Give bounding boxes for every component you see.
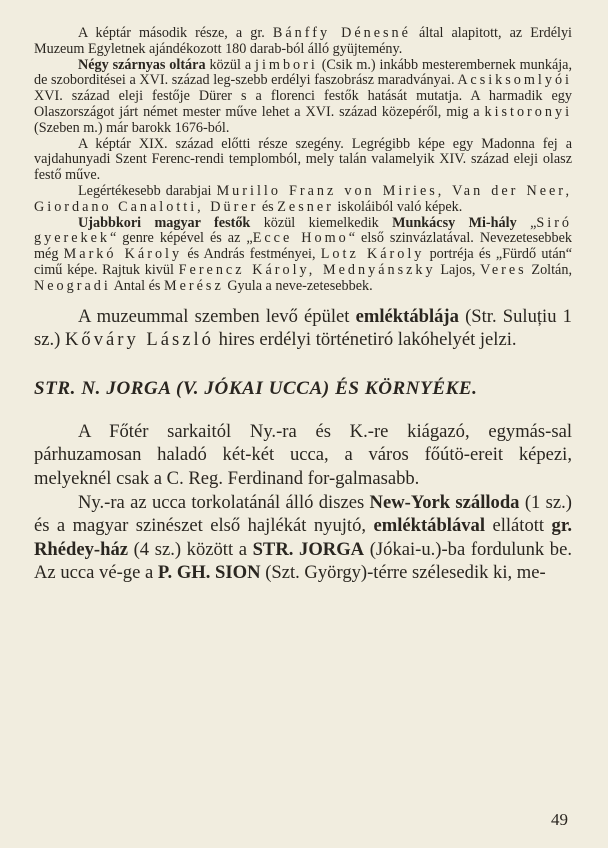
spaced-name: kistoronyi [484,103,573,120]
spaced-name: Murillo Franz von Miries, Van der Neer, Giordano Canalotti, Dürer [34,182,572,215]
paragraph-altars [34,58,572,137]
text-run: “ első szinvázlatával. Nevezetesebbek még [34,230,572,263]
text-run: “ genre képével és az „ [110,230,253,247]
text-run: és András festményei, [187,246,316,263]
bold-term: New-York szálloda [369,491,520,513]
text-run: A képtár második része, a gr. [78,25,265,41]
text-run: ellátott [492,515,545,537]
text-run: hires erdélyi történetiró lakóhelyét jelzi. [218,329,517,351]
text-run: (4 sz.) között a [133,538,247,560]
paragraph-xix-century [34,137,572,184]
page-number: 49 [551,810,568,829]
text-run: (Szt. György)-térre szélesedik ki, me- [265,562,546,584]
text-run: Legértékesebb darabjai [78,182,212,199]
bold-term: Négy szárnyas oltára [78,56,206,73]
text-run: XVI. század eleji festője Dürer s a florenci festők hatását mutatja. A harmadik egy Olaszországot járt német mester műve lehet a XVI. század közepéről, mig a [34,88,572,120]
text-run: és [261,198,274,215]
text-run: iskoláiból való képek. [337,198,463,215]
bold-name: Mi-hály [468,214,517,231]
text-run: (Szeben m.) már barokk 1676-ból. [34,119,230,136]
spaced-name: jimbori [255,56,318,73]
paragraph-modern-painters [34,216,572,295]
spaced-name: Neogradi [34,277,111,294]
bold-term: emléktáblája [355,305,459,327]
spaced-name: Lotz Károly [320,246,425,263]
spaced-name: Markó Károly [63,246,183,263]
paragraph-collection [34,26,572,58]
paragraph-main-streets [34,420,572,491]
bold-term: STR. JORGA [252,538,365,560]
text-run: (Csik m.) inkább mesterembernek munkája, de szoborditései a XVI. század leg-szebb erdélyi faszobrász maradványai. A [34,56,573,89]
spaced-name: Ferencz Károly, Mednyánszky [178,261,436,278]
text-run: Lajos, [440,261,476,278]
spaced-name: Ecce Homo [252,230,349,247]
paragraph-new-york-hotel [34,491,572,585]
text-run: (Str. Suluțiu 1 sz.) [34,305,572,351]
bold-term: emléktáblával [373,515,486,537]
spaced-name: Siró gyerekek [34,214,573,247]
spaced-name: Bánffy Dénesné [272,25,411,41]
text-run: Zoltán, [531,261,572,278]
paragraph-valuable-pieces [34,184,572,216]
section-heading: STR. N. JORGA (V. JÓKAI UCCA) ÉS KÖRNYÉKE. [34,377,478,399]
spaced-name: Zesner [277,198,334,215]
text-run: közül kiemelkedik [263,214,379,231]
bold-term: gr. Rhédey-ház [34,515,573,560]
text-run: Antal és [113,277,161,294]
spaced-name: csiksomlyói [470,72,572,89]
spaced-name: Veres [480,261,527,278]
spaced-name: Merész [164,277,224,294]
spaced-name: Kőváry László [65,329,214,351]
paragraph-memorial-plaque [34,305,572,352]
text-run: A muzeummal szemben levő épület [78,305,350,327]
text-run: közül a [209,56,252,73]
text-run: által alapitott, az Erdélyi Muzeum Egyletnek ajándékozott 180 darab-ból álló gyüjtemény. [34,25,572,57]
text-run: Gyula a neve-zetesebbek. [227,277,373,294]
text-run: (1 sz.) és a magyar szinészet első hajlékát nyujtó, [34,491,572,537]
text-run: A képtár XIX. század előtti része szegény. Legrégibb képe egy Madonna fej a vajdahunyadi Szent Ferenc-rendi templomból, mely talán valamelyik XIV. század eleji olasz festő műve. [34,135,572,184]
text-run: Ny.-ra az ucca torkolatánál álló diszes [78,491,365,513]
text-run: (Jókai-u.)-ba fordulunk be. Az ucca vé-ge a [34,538,572,584]
bold-term: Ujabbkori magyar festők [78,214,251,231]
bold-name: Munkácsy [392,214,456,231]
bold-term: P. GH. SION [157,562,261,584]
text-run: portréja és „Fürdő után“ cimű képe. Rajtuk kivül [34,246,573,278]
text-run: A Főtér sarkaitól Ny.-ra és K.-re kiágazó, egymás-sal párhuzamosan haladó két-két ucca, a város főútö-ereit képezi, melyeknél csak a C. Reg. Ferdinand for-galmasabb. [34,420,572,489]
text-run: „ [530,214,537,231]
